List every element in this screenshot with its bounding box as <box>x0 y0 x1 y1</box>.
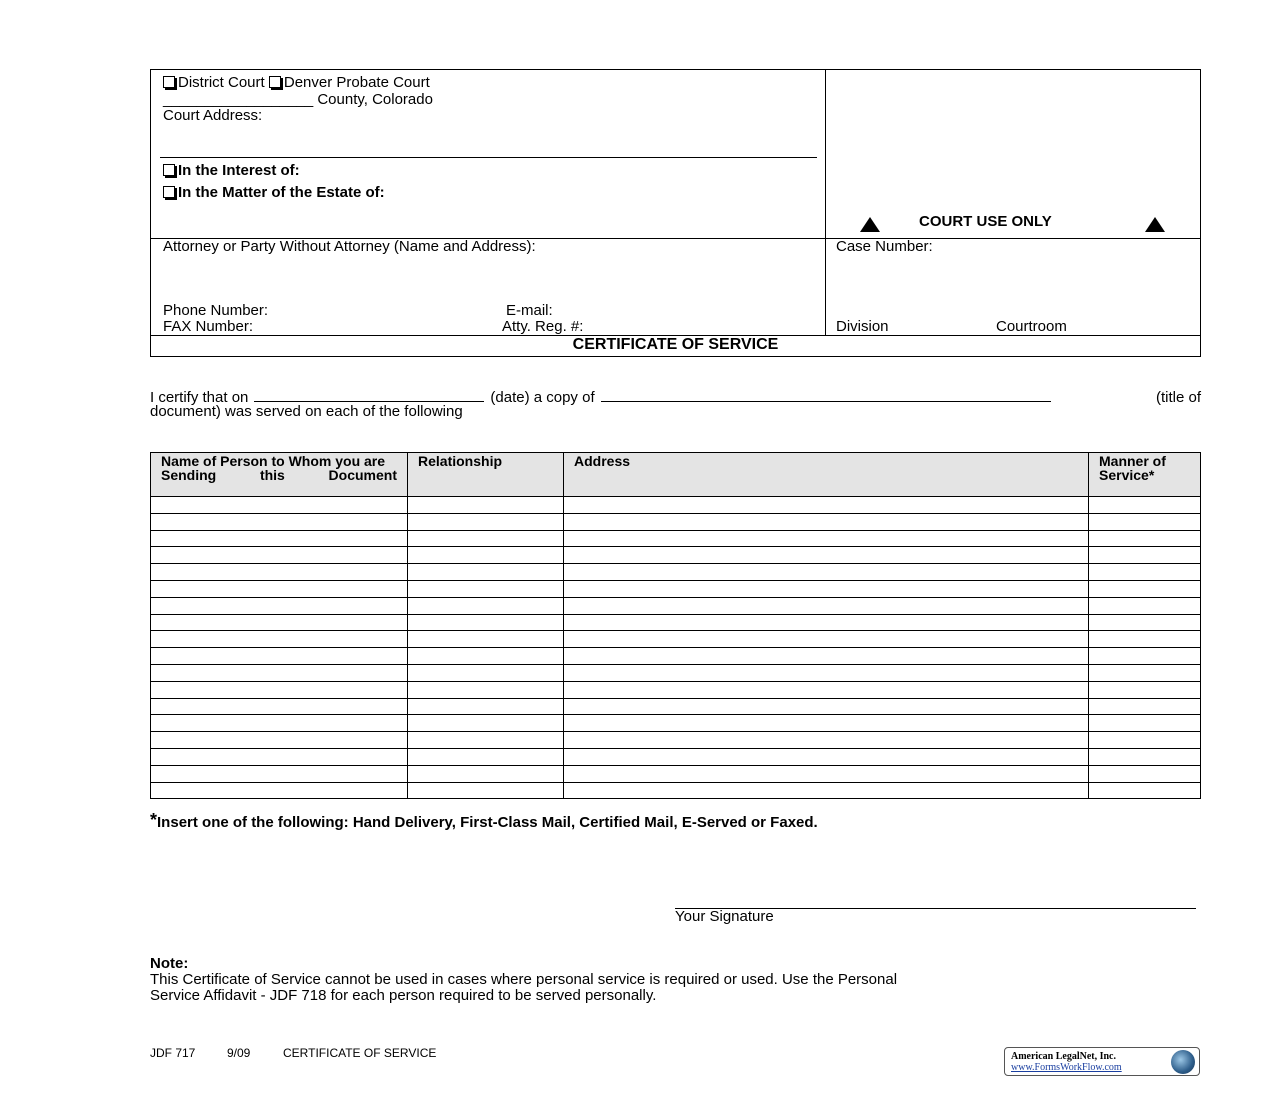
district-court-label: District Court <box>178 74 265 91</box>
table-cell[interactable] <box>408 681 564 698</box>
fax-label: FAX Number: <box>163 318 254 335</box>
table-cell[interactable] <box>1089 497 1201 514</box>
table-cell[interactable] <box>408 564 564 581</box>
table-cell[interactable] <box>1089 648 1201 665</box>
service-table <box>150 452 1201 799</box>
table-cell[interactable] <box>1089 715 1201 732</box>
table-cell[interactable] <box>564 715 1089 732</box>
table-cell[interactable] <box>408 748 564 765</box>
table-row <box>151 782 1201 799</box>
table-row <box>151 614 1201 631</box>
table-cell[interactable] <box>564 614 1089 631</box>
table-row <box>151 698 1201 715</box>
table-cell[interactable] <box>564 748 1089 765</box>
attorney-label: Attorney or Party Without Attorney (Name and Address): <box>163 238 536 255</box>
court-address-line <box>160 157 817 158</box>
case-number-label: Case Number: <box>836 238 933 255</box>
email-label: E-mail: <box>506 302 553 319</box>
column-header-relationship: Relationship <box>408 453 564 497</box>
table-cell[interactable] <box>151 748 408 765</box>
table-row <box>151 530 1201 547</box>
column-header-manner: Manner of Service* <box>1089 453 1201 497</box>
logo-url[interactable]: www.FormsWorkFlow.com <box>1011 1062 1122 1073</box>
date-blank[interactable] <box>254 388 484 402</box>
table-body <box>151 497 1201 799</box>
table-cell[interactable] <box>564 698 1089 715</box>
table-cell[interactable] <box>564 513 1089 530</box>
interest-option <box>163 163 300 179</box>
insert-note-text: Insert one of the following: Hand Delivery, First-Class Mail, Certified Mail, E-Served or Faxed. <box>157 814 818 831</box>
footer-form-title: CERTIFICATE OF SERVICE <box>283 1046 437 1060</box>
table-row <box>151 547 1201 564</box>
table-cell[interactable] <box>151 648 408 665</box>
table-cell[interactable] <box>564 597 1089 614</box>
table-cell[interactable] <box>408 631 564 648</box>
table-header-row <box>151 453 1201 497</box>
table-cell[interactable] <box>1089 681 1201 698</box>
table-cell[interactable] <box>1089 597 1201 614</box>
table-cell[interactable] <box>564 497 1089 514</box>
table-row <box>151 732 1201 749</box>
document-title-blank[interactable] <box>601 388 1051 402</box>
denver-probate-checkbox[interactable] <box>269 76 281 88</box>
table-cell[interactable] <box>151 664 408 681</box>
note-line-1: This Certificate of Service cannot be used in cases where personal service is required or used. Use the Personal <box>150 971 898 988</box>
insert-note <box>150 812 818 831</box>
table-cell[interactable] <box>564 580 1089 597</box>
table-row <box>151 664 1201 681</box>
column-header-name: Name of Person to Whom you are Sending this Document <box>151 453 408 497</box>
table-row <box>151 513 1201 530</box>
table-cell[interactable] <box>408 664 564 681</box>
table-cell[interactable] <box>1089 547 1201 564</box>
atty-reg-label: Atty. Reg. #: <box>502 318 584 335</box>
table-cell[interactable] <box>1089 513 1201 530</box>
table-cell[interactable] <box>151 715 408 732</box>
table-cell[interactable] <box>151 732 408 749</box>
court-use-only: COURT USE ONLY <box>919 213 1052 230</box>
column-header-address: Address <box>564 453 1089 497</box>
table-cell[interactable] <box>408 765 564 782</box>
table-cell[interactable] <box>564 648 1089 665</box>
footer-revision: 9/09 <box>227 1046 251 1060</box>
table-cell[interactable] <box>408 513 564 530</box>
table-cell[interactable] <box>1089 580 1201 597</box>
interest-checkbox[interactable] <box>163 164 175 176</box>
table-cell[interactable] <box>151 614 408 631</box>
globe-icon <box>1171 1050 1195 1074</box>
table-cell[interactable] <box>1089 765 1201 782</box>
caption-divider-vertical <box>825 69 826 336</box>
table-cell[interactable] <box>408 597 564 614</box>
table-cell[interactable] <box>151 564 408 581</box>
table-cell[interactable] <box>151 765 408 782</box>
page-title: CERTIFICATE OF SERVICE <box>572 336 779 353</box>
table-cell[interactable] <box>564 664 1089 681</box>
table-cell[interactable] <box>564 765 1089 782</box>
court-options <box>163 75 430 91</box>
table-cell[interactable] <box>1089 664 1201 681</box>
table-cell[interactable] <box>151 597 408 614</box>
footer-form-id: JDF 717 <box>150 1046 196 1060</box>
phone-label: Phone Number: <box>163 302 269 319</box>
table-cell[interactable] <box>408 715 564 732</box>
table-cell[interactable] <box>564 547 1089 564</box>
note-heading: Note: <box>150 955 189 972</box>
table-cell[interactable] <box>408 732 564 749</box>
table-row <box>151 715 1201 732</box>
table-cell[interactable] <box>408 648 564 665</box>
table-cell[interactable] <box>564 631 1089 648</box>
table-row <box>151 681 1201 698</box>
table-cell[interactable] <box>408 530 564 547</box>
insert-note-star: * <box>150 810 158 830</box>
table-row <box>151 564 1201 581</box>
table-cell[interactable] <box>1089 782 1201 799</box>
table-cell[interactable] <box>151 681 408 698</box>
table-cell[interactable] <box>564 530 1089 547</box>
certify-line-2: document) was served on each of the following <box>150 403 463 420</box>
table-cell[interactable] <box>151 782 408 799</box>
table-cell[interactable] <box>151 547 408 564</box>
certify-part1: I certify that on <box>150 389 249 406</box>
table-cell[interactable] <box>564 782 1089 799</box>
certify-part2: (date) a copy of <box>490 389 595 406</box>
table-cell[interactable] <box>1089 564 1201 581</box>
table-cell[interactable] <box>1089 631 1201 648</box>
table-row <box>151 748 1201 765</box>
estate-option <box>163 185 385 201</box>
courtroom-label: Courtroom <box>996 318 1067 335</box>
table-row <box>151 765 1201 782</box>
table-cell[interactable] <box>408 614 564 631</box>
court-address-label: Court Address: <box>163 107 263 124</box>
denver-probate-label: Denver Probate Court <box>283 74 430 91</box>
table-cell[interactable] <box>564 564 1089 581</box>
table-cell[interactable] <box>151 513 408 530</box>
table-cell[interactable] <box>408 497 564 514</box>
table-cell[interactable] <box>564 732 1089 749</box>
signature-label: Your Signature <box>675 908 774 925</box>
table-row <box>151 648 1201 665</box>
certify-part3: (title of <box>1155 389 1201 406</box>
up-triangle-icon <box>1145 217 1165 232</box>
american-legalnet-logo[interactable] <box>1004 1047 1200 1076</box>
table-row <box>151 580 1201 597</box>
table-row <box>151 597 1201 614</box>
up-triangle-icon <box>860 217 880 232</box>
table-row <box>151 631 1201 648</box>
interest-label: In the Interest of: <box>178 162 300 179</box>
table-cell[interactable] <box>1089 732 1201 749</box>
estate-label: In the Matter of the Estate of: <box>178 184 385 201</box>
table-cell[interactable] <box>408 580 564 597</box>
division-label: Division <box>836 318 889 335</box>
estate-checkbox[interactable] <box>163 186 175 198</box>
table-cell[interactable] <box>564 681 1089 698</box>
table-cell[interactable] <box>408 547 564 564</box>
table-cell[interactable] <box>151 631 408 648</box>
county-line: __________________ County, Colorado <box>163 91 433 108</box>
table-cell[interactable] <box>151 580 408 597</box>
table-cell[interactable] <box>1089 748 1201 765</box>
table-cell[interactable] <box>151 698 408 715</box>
table-cell[interactable] <box>408 698 564 715</box>
table-row <box>151 497 1201 514</box>
note-line-2: Service Affidavit - JDF 718 for each person required to be served personally. <box>150 987 657 1004</box>
table-cell[interactable] <box>151 530 408 547</box>
district-court-checkbox[interactable] <box>163 76 175 88</box>
table-cell[interactable] <box>151 497 408 514</box>
table-cell[interactable] <box>1089 698 1201 715</box>
table-cell[interactable] <box>1089 530 1201 547</box>
logo-name: American LegalNet, Inc. <box>1011 1051 1116 1062</box>
table-cell[interactable] <box>408 782 564 799</box>
table-cell[interactable] <box>1089 614 1201 631</box>
